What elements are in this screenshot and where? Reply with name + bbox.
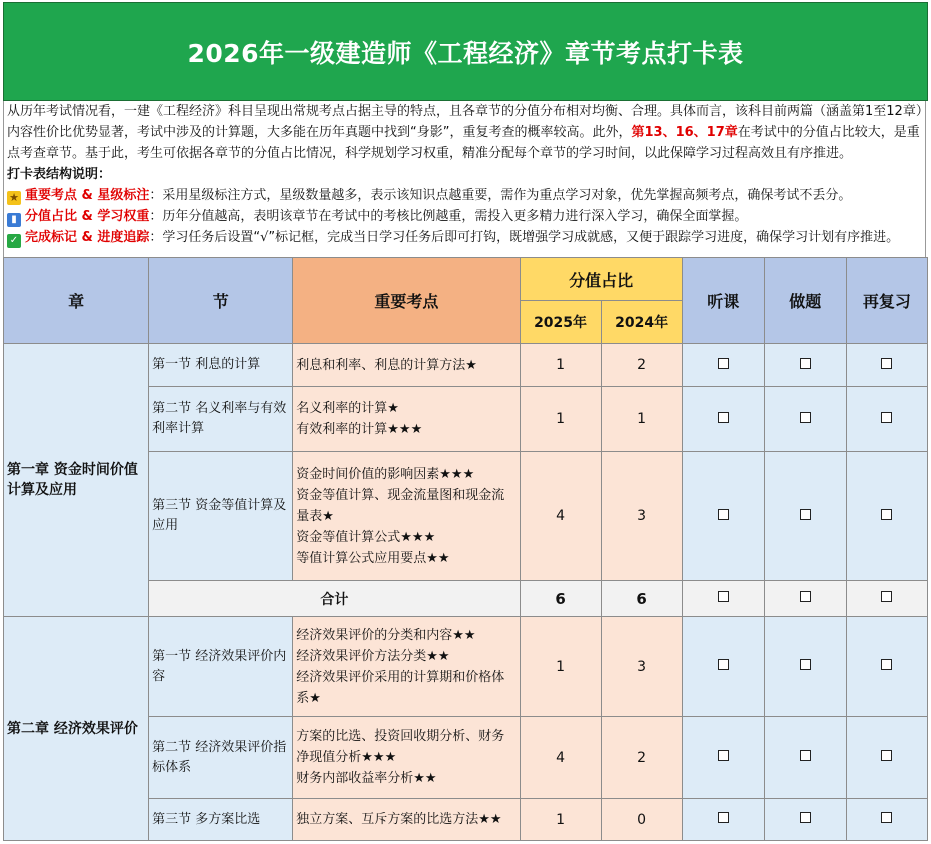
checkbox-review[interactable] bbox=[881, 358, 892, 369]
checkin-table bbox=[3, 257, 928, 841]
total-2024: 6 bbox=[601, 581, 682, 617]
key-point: 独立方案、互斥方案的比选方法★★ bbox=[296, 812, 502, 827]
legend-stars-label: 重要考点 & 星级标注 bbox=[25, 188, 150, 203]
check-cell-practice bbox=[764, 581, 846, 617]
key-points-cell bbox=[293, 617, 520, 717]
checkbox-listen[interactable] bbox=[718, 358, 729, 369]
checkbox-listen[interactable] bbox=[718, 659, 729, 670]
total-2025: 6 bbox=[520, 581, 601, 617]
page-title: 2026年一级建造师《工程经济》章节考点打卡表 bbox=[3, 2, 928, 101]
score-2024: 2 bbox=[601, 344, 682, 387]
checkbox-listen[interactable] bbox=[718, 812, 729, 823]
section-cell: 第一节 利息的计算 bbox=[149, 344, 293, 387]
checkbox-review[interactable] bbox=[881, 412, 892, 423]
header-chapter: 章 bbox=[4, 258, 149, 344]
chart-icon: ▮ bbox=[7, 213, 21, 227]
check-cell-listen bbox=[682, 387, 764, 452]
key-points-cell bbox=[293, 717, 520, 799]
header-score-share: 分值占比 bbox=[520, 258, 682, 301]
page bbox=[3, 2, 928, 844]
check-cell-review bbox=[846, 344, 927, 387]
check-cell-review bbox=[846, 452, 927, 581]
section-cell: 第三节 资金等值计算及应用 bbox=[149, 452, 293, 581]
check-cell-practice bbox=[764, 799, 846, 841]
checkbox-listen[interactable] bbox=[718, 509, 729, 520]
score-2025: 1 bbox=[520, 799, 601, 841]
checkbox-practice[interactable] bbox=[800, 812, 811, 823]
key-points-cell bbox=[293, 387, 520, 452]
legend-stars bbox=[7, 185, 925, 206]
key-point: 等值计算公式应用要点★★ bbox=[296, 550, 450, 566]
checkbox-practice[interactable] bbox=[800, 591, 811, 602]
structure-heading: 打卡表结构说明： bbox=[7, 167, 112, 182]
section-cell: 第三节 多方案比选 bbox=[149, 799, 293, 841]
key-point: 经济效果评价的分类和内容★★ bbox=[296, 627, 476, 643]
check-cell-review bbox=[846, 717, 927, 799]
check-cell-listen bbox=[682, 452, 764, 581]
section-cell: 第二节 名义利率与有效利率计算 bbox=[149, 387, 293, 452]
check-cell-practice bbox=[764, 344, 846, 387]
checkbox-practice[interactable] bbox=[800, 750, 811, 761]
key-points-cell bbox=[293, 799, 520, 841]
checkbox-practice[interactable] bbox=[800, 358, 811, 369]
section-cell: 第二节 经济效果评价指标体系 bbox=[149, 717, 293, 799]
intro-section bbox=[3, 101, 926, 257]
checkbox-review[interactable] bbox=[881, 812, 892, 823]
key-point: 名义利率的计算★ bbox=[296, 401, 399, 416]
legend-check-text: ：学习任务后设置“√”标记框，完成当日学习任务后即可打钩，既增强学习成就感，又便于跟踪学习进度，确保学习计划有序推进。 bbox=[149, 230, 900, 245]
check-cell-listen bbox=[682, 344, 764, 387]
checkbox-listen[interactable] bbox=[718, 591, 729, 602]
checkbox-listen[interactable] bbox=[718, 412, 729, 423]
legend-score bbox=[7, 206, 925, 227]
key-point: 经济效果评价采用的计算期和价格体系★ bbox=[296, 669, 505, 706]
score-2024: 0 bbox=[601, 799, 682, 841]
legend-check-label: 完成标记 & 进度追踪 bbox=[25, 230, 150, 245]
check-cell-review bbox=[846, 799, 927, 841]
header-review: 再复习 bbox=[846, 258, 927, 344]
checkin-table-wrap bbox=[3, 257, 928, 841]
chapter-cell: 第二章 经济效果评价 bbox=[4, 617, 149, 841]
checkbox-listen[interactable] bbox=[718, 750, 729, 761]
key-point: 财务内部收益率分析★★ bbox=[296, 771, 437, 786]
key-chapters-highlight: 第13、16、17章 bbox=[631, 125, 738, 140]
check-cell-listen bbox=[682, 717, 764, 799]
key-point: 经济效果评价方法分类★★ bbox=[296, 648, 450, 664]
header-practice: 做题 bbox=[764, 258, 846, 344]
check-icon: ✓ bbox=[7, 234, 21, 248]
table-row bbox=[4, 344, 928, 387]
header-year-2024: 2024年 bbox=[601, 301, 682, 344]
legend-score-text: ：历年分值越高，表明该章节在考试中的考核比例越重，需投入更多精力进行深入学习，确保全面掌握。 bbox=[149, 209, 748, 224]
key-point: 利息和利率、利息的计算方法★ bbox=[296, 357, 477, 373]
key-point: 资金等值计算、现金流量图和现金流量表★ bbox=[296, 487, 505, 524]
key-point: 有效利率的计算★★★ bbox=[296, 422, 423, 437]
section-cell: 第一节 经济效果评价内容 bbox=[149, 617, 293, 717]
check-cell-review bbox=[846, 617, 927, 717]
intro-text-after: 在考试中的分值占比较大，是重点考查章节。基于此，考生可依据各章节的分值占比情况，科学规划学习权重，精准分配每个章节的学习时间，以此保障学习过程高效且有序推进。 bbox=[7, 125, 920, 161]
check-cell-listen bbox=[682, 581, 764, 617]
table-row bbox=[4, 617, 928, 717]
legend-score-label: 分值占比 & 学习权重 bbox=[25, 209, 150, 224]
key-point: 方案的比选、投资回收期分析、财务净现值分析★★★ bbox=[296, 729, 505, 765]
checkbox-practice[interactable] bbox=[800, 659, 811, 670]
score-2024: 1 bbox=[601, 387, 682, 452]
total-label: 合计 bbox=[149, 581, 520, 617]
key-point: 资金等值计算公式★★★ bbox=[296, 529, 436, 545]
intro-text: 从历年考试情况看，一建《工程经济》科目呈现出常规考点占据主导的特点，且各章节的分值分布相对均衡、合理。具体而言，该科目前两篇（涵盖第1至12章）内容性价比优势显著，考试中涉及的计算题，大多能在历年真题中找到“身影”，重复考查的概率较高。此外， bbox=[7, 104, 923, 140]
checkbox-review[interactable] bbox=[881, 750, 892, 761]
header-key-points: 重要考点 bbox=[293, 258, 520, 344]
legend-check bbox=[7, 227, 925, 248]
check-cell-practice bbox=[764, 617, 846, 717]
table-body bbox=[4, 344, 928, 841]
header-listen: 听课 bbox=[682, 258, 764, 344]
checkbox-review[interactable] bbox=[881, 509, 892, 520]
chapter-cell: 第一章 资金时间价值计算及应用 bbox=[4, 344, 149, 617]
score-2025: 4 bbox=[520, 717, 601, 799]
score-2024: 3 bbox=[601, 452, 682, 581]
check-cell-practice bbox=[764, 717, 846, 799]
score-2025: 1 bbox=[520, 387, 601, 452]
checkbox-practice[interactable] bbox=[800, 509, 811, 520]
header-section: 节 bbox=[149, 258, 293, 344]
check-cell-listen bbox=[682, 799, 764, 841]
checkbox-review[interactable] bbox=[881, 591, 892, 602]
legend-stars-text: ：采用星级标注方式，星级数量越多，表示该知识点越重要，需作为重点学习对象，优先掌握高频考点，确保考试不丢分。 bbox=[149, 188, 852, 203]
check-cell-practice bbox=[764, 452, 846, 581]
score-2024: 2 bbox=[601, 717, 682, 799]
intro-paragraph bbox=[7, 101, 925, 164]
check-cell-review bbox=[846, 581, 927, 617]
key-points-cell bbox=[293, 344, 520, 387]
key-points-cell bbox=[293, 452, 520, 581]
score-2025: 1 bbox=[520, 617, 601, 717]
score-2025: 4 bbox=[520, 452, 601, 581]
check-cell-listen bbox=[682, 617, 764, 717]
checkbox-practice[interactable] bbox=[800, 412, 811, 423]
star-icon: ★ bbox=[7, 191, 21, 205]
check-cell-practice bbox=[764, 387, 846, 452]
check-cell-review bbox=[846, 387, 927, 452]
key-point: 资金时间价值的影响因素★★★ bbox=[296, 466, 475, 482]
header-year-2025: 2025年 bbox=[520, 301, 601, 344]
checkbox-review[interactable] bbox=[881, 659, 892, 670]
score-2024: 3 bbox=[601, 617, 682, 717]
score-2025: 1 bbox=[520, 344, 601, 387]
